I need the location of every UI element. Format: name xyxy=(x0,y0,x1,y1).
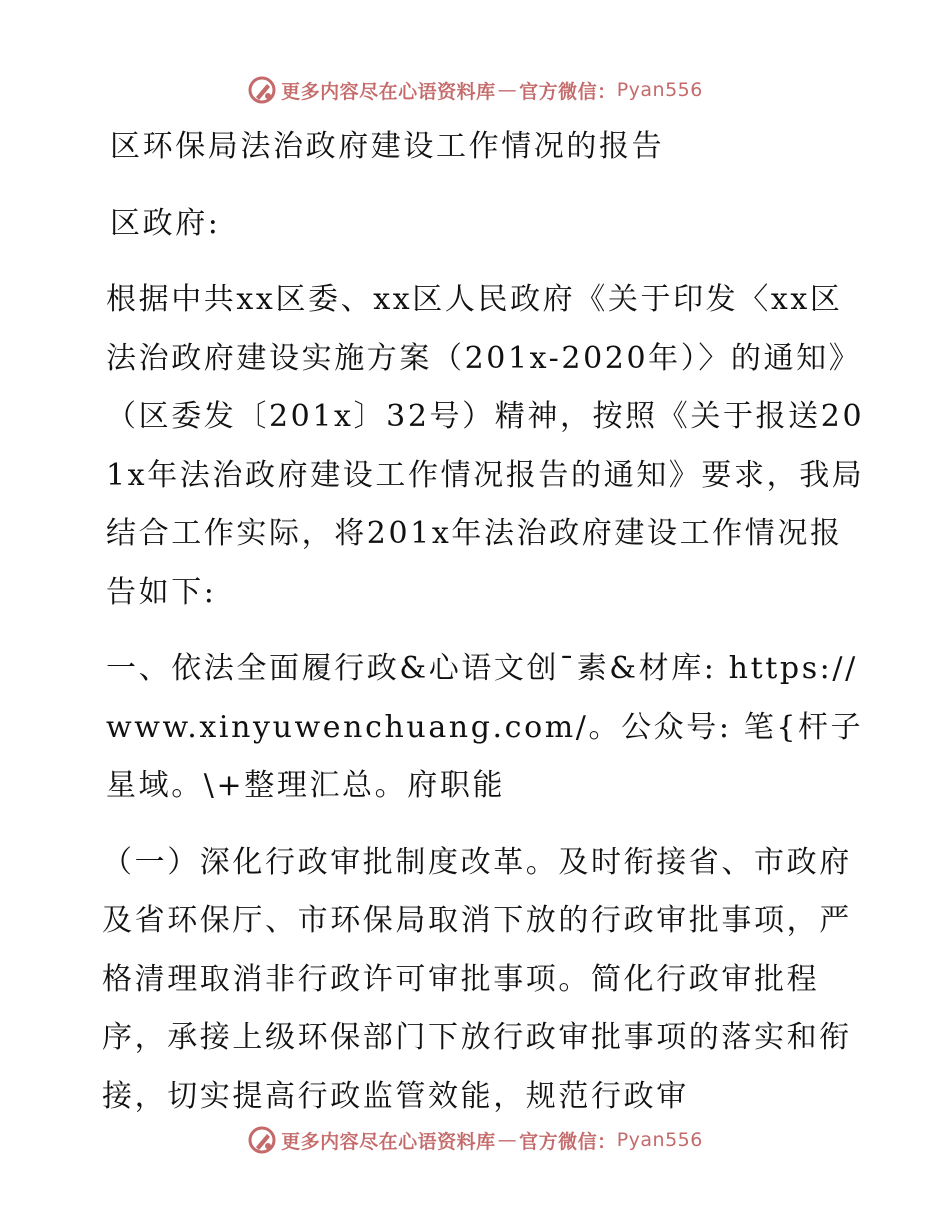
document-body xyxy=(98,118,868,1126)
watermark-wechat-id: Pyan556 xyxy=(616,79,703,101)
document-paragraph-1: 根据中共xx区委、xx区人民政府《关于印发〈xx区法治政府建设实施方案（201x-2020年）〉的通知》（区委发〔201x〕32号）精神，按照《关于报送201x年法治政府建设工作情况报告的通知》要求，我局结合工作实际，将201x年法治政府建设工作情况报告如下: xyxy=(106,282,865,610)
document-title: 区环保局法治政府建设工作情况的报告 xyxy=(110,129,665,164)
section-heading-1: 一、依法全面履行政&心语文创¯素&材库: https://www.xinyuwenchuang.com/。公众号: 笔{杆子星域。\+整理汇总。府职能 xyxy=(106,651,864,803)
watermark-brand: 更多内容尽在心语资料库 xyxy=(281,80,496,103)
watermark-banner-bottom xyxy=(0,1120,950,1160)
watermark-banner-top xyxy=(0,70,950,110)
pen-logo-icon xyxy=(247,75,277,105)
pen-logo-icon xyxy=(247,1125,277,1155)
watermark-wechat-label: 官方微信： xyxy=(519,1130,617,1153)
watermark-wechat-id: Pyan556 xyxy=(616,1129,703,1151)
watermark-brand: 更多内容尽在心语资料库 xyxy=(281,1130,496,1153)
watermark-separator: — xyxy=(497,1129,518,1151)
watermark-wechat-label: 官方微信： xyxy=(519,80,617,103)
document-salutation: 区政府: xyxy=(110,205,221,241)
document-paragraph-2: （一）深化行政审批制度改革。及时衔接省、市政府及省环保厅、市环保局取消下放的行政审批事项，严格清理取消非行政许可审批事项。简化行政审批程序，承接上级环保部门下放行政审批事项的落实和衔接，切实提高行政监管效能，规范行政审 xyxy=(102,844,852,1114)
watermark-separator: — xyxy=(497,79,518,101)
